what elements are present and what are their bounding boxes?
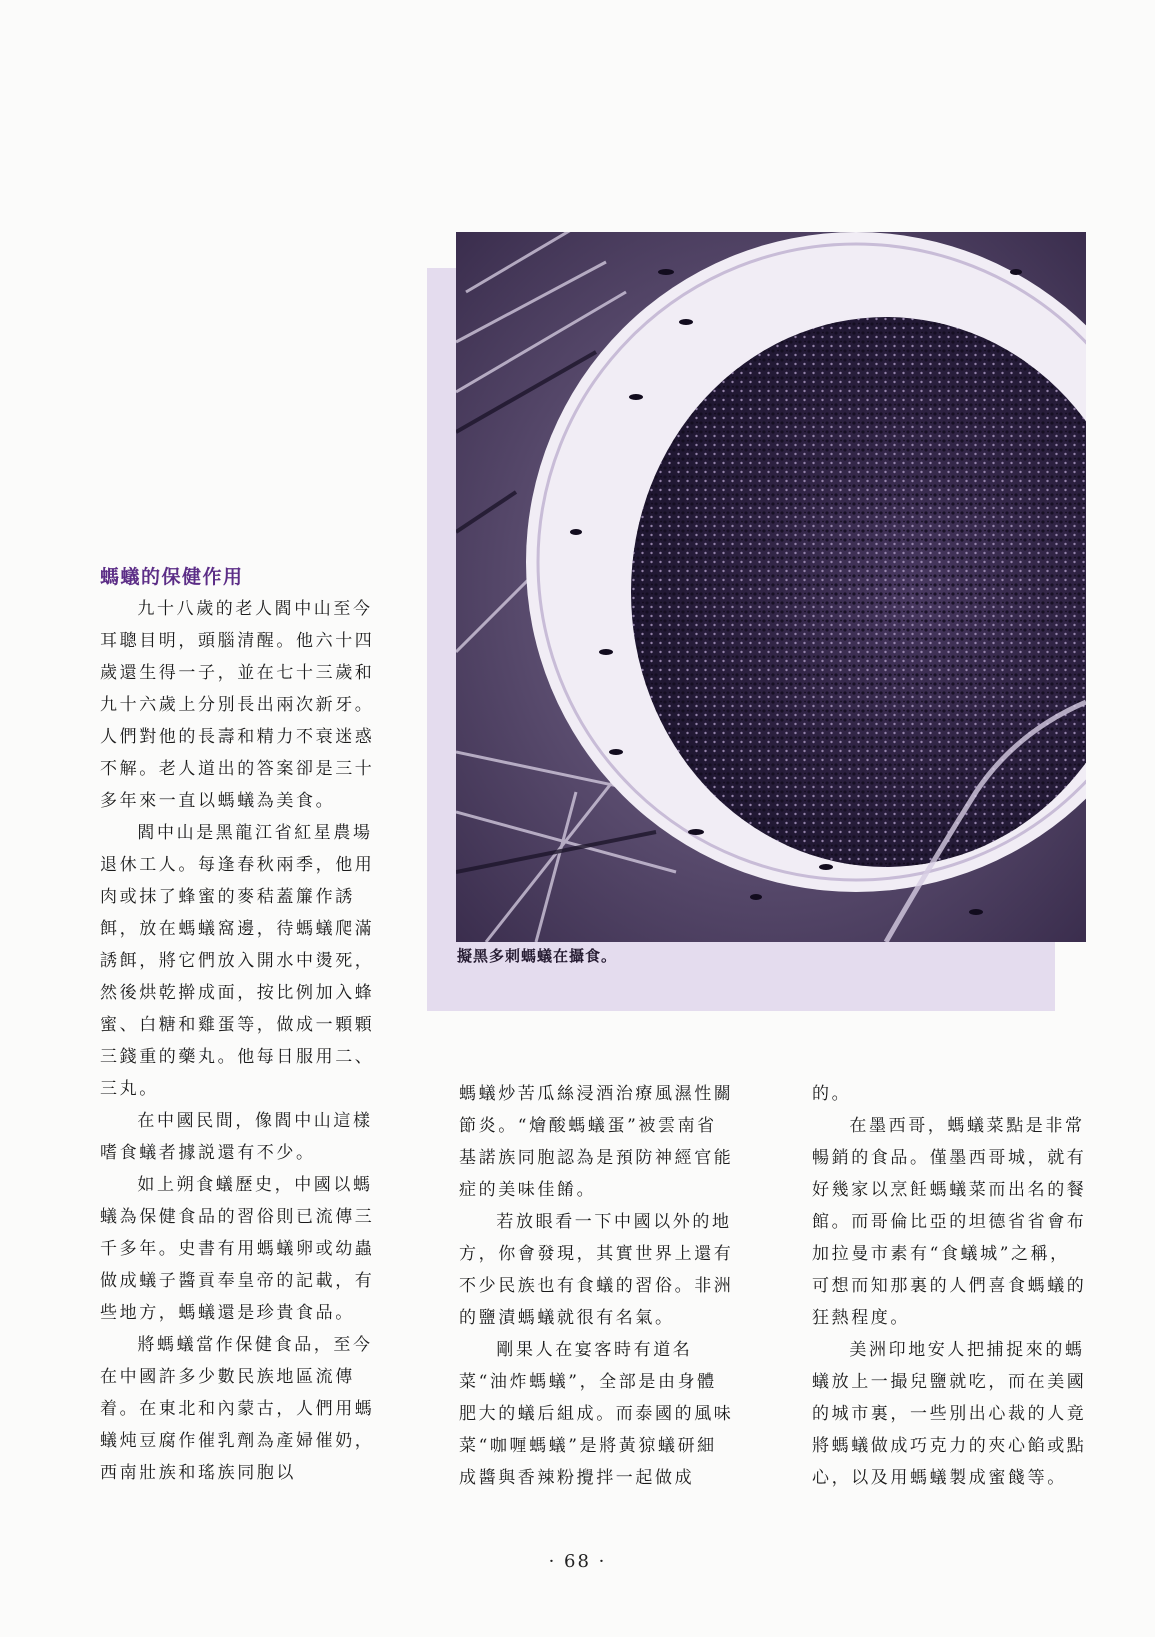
ants-feeding-photo <box>456 232 1086 942</box>
text-column-left <box>100 593 376 1489</box>
paragraph: 閻中山是黑龍江省紅星農場退休工人。每逢春秋兩季，他用肉或抹了蜂蜜的麥秸蓋簾作誘餌，放在螞蟻窩邊，待螞蟻爬滿誘餌，將它們放入開水中燙死，然後烘乾擀成面，按比例加入蜂蜜、白糖和雞蛋等，做成一顆顆三錢重的藥丸。他每日服用二、三丸。 <box>100 823 375 1099</box>
page-number: · 68 · <box>548 1551 607 1572</box>
paragraph: 若放眼看一下中國以外的地方，你會發現，其實世界上還有不少民族也有食蟻的習俗。非洲的鹽漬螞蟻就很有名氣。 <box>459 1212 734 1328</box>
paragraph: 的。 <box>812 1084 852 1104</box>
paragraph: 如上朔食蟻歷史，中國以螞蟻為保健食品的習俗則已流傳三千多年。史書有用螞蟻卵或幼蟲做成蟻子醬貢奉皇帝的記載，有些地方，螞蟻還是珍貴食品。 <box>100 1175 375 1323</box>
text-column-right <box>812 1078 1089 1494</box>
paragraph: 在墨西哥，螞蟻菜點是非常暢銷的食品。僅墨西哥城，就有好幾家以烹飪螞蟻菜而出名的餐館。而哥倫比亞的坦德省省會布加拉曼市素有“食蟻城”之稱，可想而知那裏的人們喜食螞蟻的狂熱程度。 <box>812 1116 1087 1328</box>
paragraph: 將螞蟻當作保健食品，至今在中國許多少數民族地區流傳着。在東北和內蒙古，人們用螞蟻炖豆腐作催乳劑為產婦催奶，西南壯族和瑤族同胞以 <box>100 1335 375 1483</box>
section-title: 螞蟻的保健作用 <box>100 566 244 588</box>
paragraph: 剛果人在宴客時有道名菜“油炸螞蟻”，全部是由身體肥大的蟻后組成。而泰國的風味菜“咖喱螞蟻”是將黃猄蟻研細成醬與香辣粉攪拌一起做成 <box>459 1340 734 1488</box>
text-column-middle <box>459 1078 736 1494</box>
paragraph: 美洲印地安人把捕捉來的螞蟻放上一撮兒鹽就吃，而在美國的城市裏，一些別出心裁的人竟將螞蟻做成巧克力的夾心餡或點心，以及用螞蟻製成蜜餞等。 <box>812 1340 1087 1488</box>
paragraph: 螞蟻炒苦瓜絲浸酒治療風濕性關節炎。“燴酸螞蟻蛋”被雲南省基諾族同胞認為是預防神經官能症的美味佳餚。 <box>459 1084 734 1200</box>
paragraph: 九十八歲的老人閻中山至今耳聰目明，頭腦清醒。他六十四歲還生得一子，並在七十三歲和九十六歲上分別長出兩次新牙。人們對他的長壽和精力不衰迷惑不解。老人道出的答案卻是三十多年來一直以螞蟻為美食。 <box>100 599 375 811</box>
paragraph: 在中國民間，像閻中山這樣嗜食蟻者據説還有不少。 <box>100 1111 373 1163</box>
photo-caption: 擬黑多刺螞蟻在攝食。 <box>457 947 618 965</box>
